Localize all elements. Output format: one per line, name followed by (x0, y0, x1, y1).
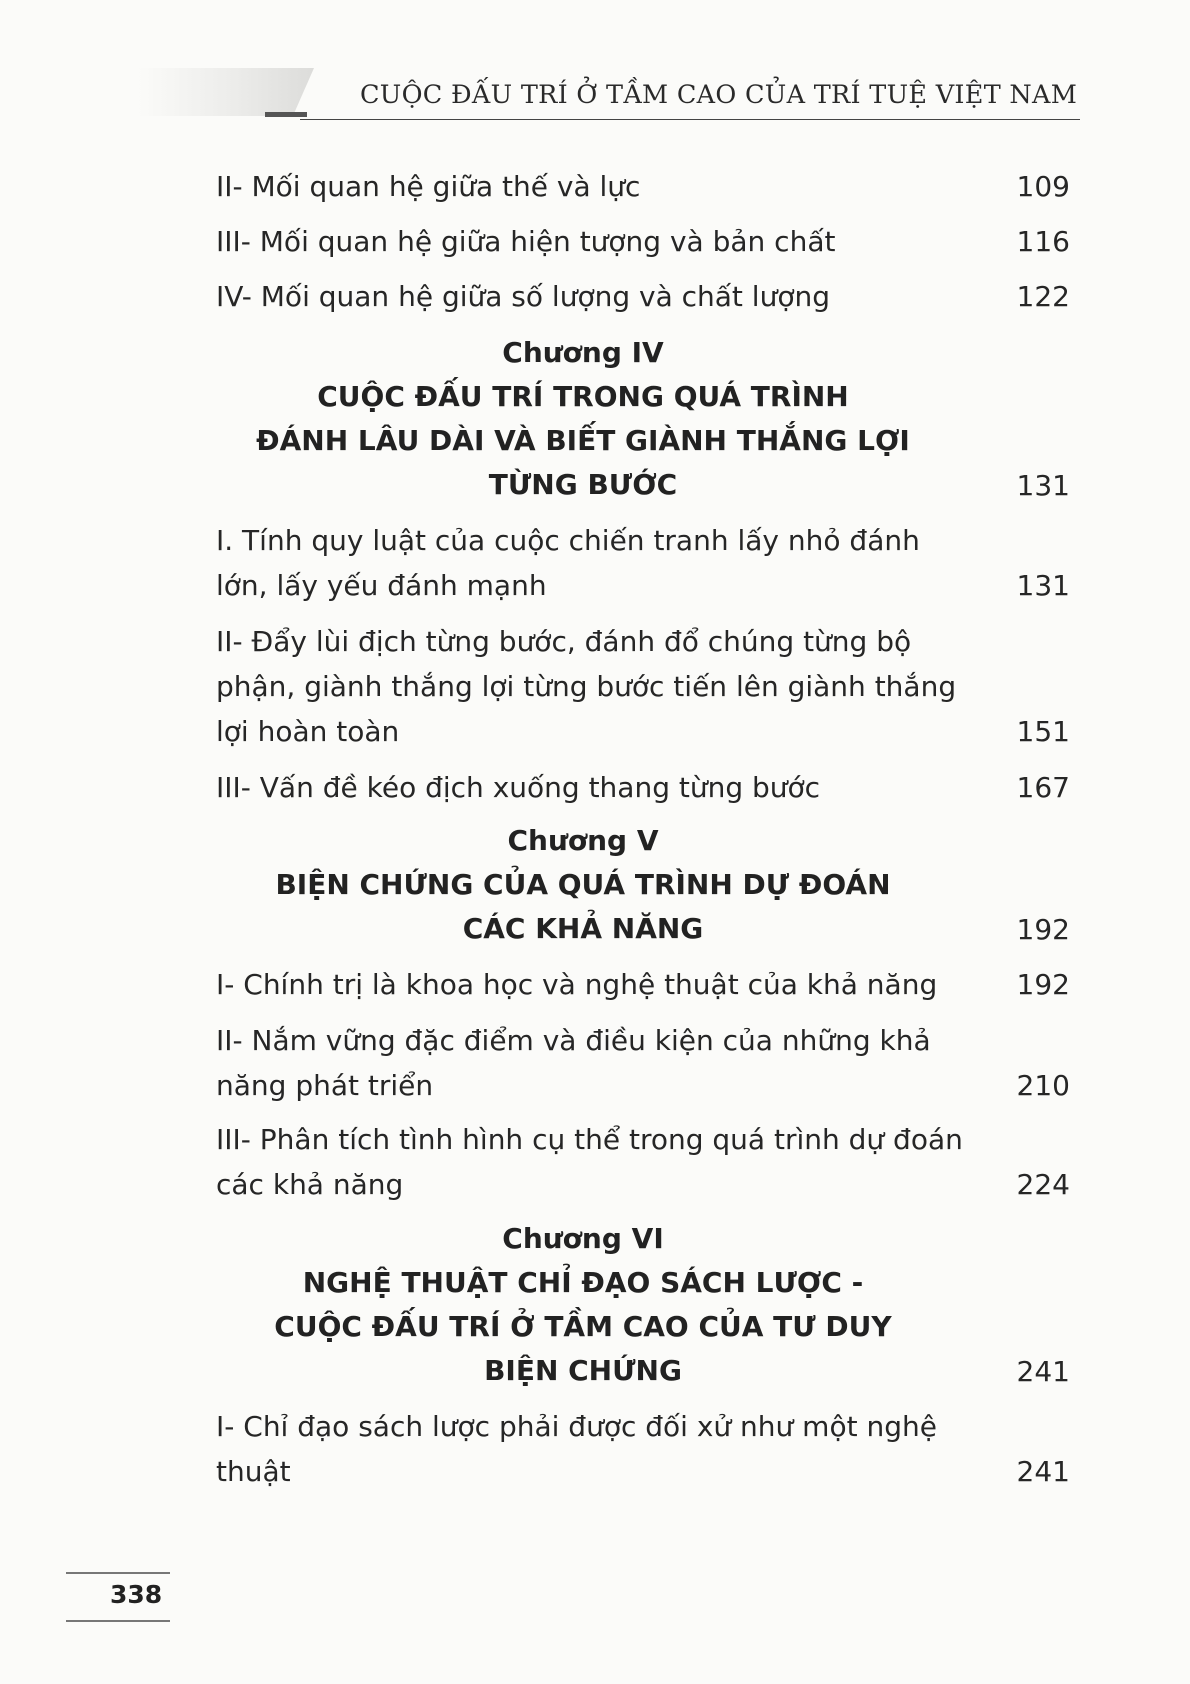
header-tab-decoration (138, 68, 314, 116)
footer-rule (66, 1620, 170, 1622)
page-number: 338 (110, 1580, 163, 1609)
toc-entry-text: I- Chỉ đạo sách lược phải được đối xử như một nghệ (216, 1410, 937, 1443)
toc-page-number: 122 (1016, 280, 1070, 313)
toc-page-number: 167 (1016, 771, 1070, 804)
toc-page-number: 192 (1016, 968, 1070, 1001)
toc-entry-text: II- Mối quan hệ giữa thế và lực (216, 170, 641, 203)
header-rule (300, 119, 1080, 120)
chapter-title: BIỆN CHỨNG CỦA QUÁ TRÌNH DỰ ĐOÁN (275, 868, 891, 901)
toc-entry-text: III- Vấn đề kéo địch xuống thang từng bước (216, 771, 821, 804)
toc-page-number: 116 (1016, 225, 1070, 258)
toc-entry-text: IV- Mối quan hệ giữa số lượng và chất lượng (216, 280, 830, 313)
chapter-label: Chương IV (502, 336, 664, 369)
chapter-title: ĐÁNH LÂU DÀI VÀ BIẾT GIÀNH THẮNG LỢI (256, 424, 910, 457)
toc-page-number: 109 (1016, 170, 1070, 203)
page-number-footer (66, 1572, 170, 1622)
toc-entry-text: I. Tính quy luật của cuộc chiến tranh lấy nhỏ đánh (216, 524, 920, 557)
chapter-title: CÁC KHẢ NĂNG (462, 912, 704, 945)
toc-entry-text: II- Đẩy lùi địch từng bước, đánh đổ chúng từng bộ (216, 625, 912, 658)
toc-page-number: 131 (1016, 469, 1070, 502)
header-mark (265, 112, 307, 117)
toc-page-number: 210 (1016, 1069, 1070, 1102)
toc-page-number: 131 (1016, 569, 1070, 602)
toc-page-number: 241 (1016, 1455, 1070, 1488)
toc-entry-text: phận, giành thắng lợi từng bước tiến lên giành thắng (216, 670, 957, 703)
toc-page-number: 192 (1016, 913, 1070, 946)
chapter-title: TỪNG BƯỚC (488, 468, 678, 501)
toc-entry-text: III- Phân tích tình hình cụ thể trong quá trình dự đoán (216, 1123, 963, 1156)
toc-entry-text: lợi hoàn toàn (216, 715, 400, 748)
toc-entry-text: II- Nắm vững đặc điểm và điều kiện của những khả (216, 1024, 931, 1057)
chapter-label: Chương VI (502, 1222, 664, 1255)
toc-entry-text: I- Chính trị là khoa học và nghệ thuật của khả năng (216, 968, 938, 1001)
footer-rule (66, 1572, 170, 1574)
running-header (0, 60, 1190, 124)
toc-entry-text: thuật (216, 1455, 291, 1488)
chapter-title: CUỘC ĐẤU TRÍ TRONG QUÁ TRÌNH (317, 380, 849, 413)
toc-page-number: 224 (1016, 1168, 1070, 1201)
toc-entry-text: năng phát triển (216, 1069, 434, 1102)
running-header-title: CUỘC ĐẤU TRÍ Ở TẦM CAO CỦA TRÍ TUỆ VIỆT NAM (360, 80, 1078, 110)
toc-entry-text: các khả năng (216, 1168, 404, 1201)
chapter-title: NGHỆ THUẬT CHỈ ĐẠO SÁCH LƯỢC - (302, 1266, 864, 1299)
toc-page-number: 241 (1016, 1355, 1070, 1388)
chapter-label: Chương V (507, 824, 659, 857)
chapter-title: BIỆN CHỨNG (484, 1354, 682, 1387)
toc-page-number: 151 (1016, 715, 1070, 748)
toc-entry-text: lớn, lấy yếu đánh mạnh (216, 569, 547, 602)
toc-entry-text: III- Mối quan hệ giữa hiện tượng và bản chất (216, 225, 836, 258)
chapter-title: CUỘC ĐẤU TRÍ Ở TẦM CAO CỦA TƯ DUY (274, 1310, 892, 1343)
